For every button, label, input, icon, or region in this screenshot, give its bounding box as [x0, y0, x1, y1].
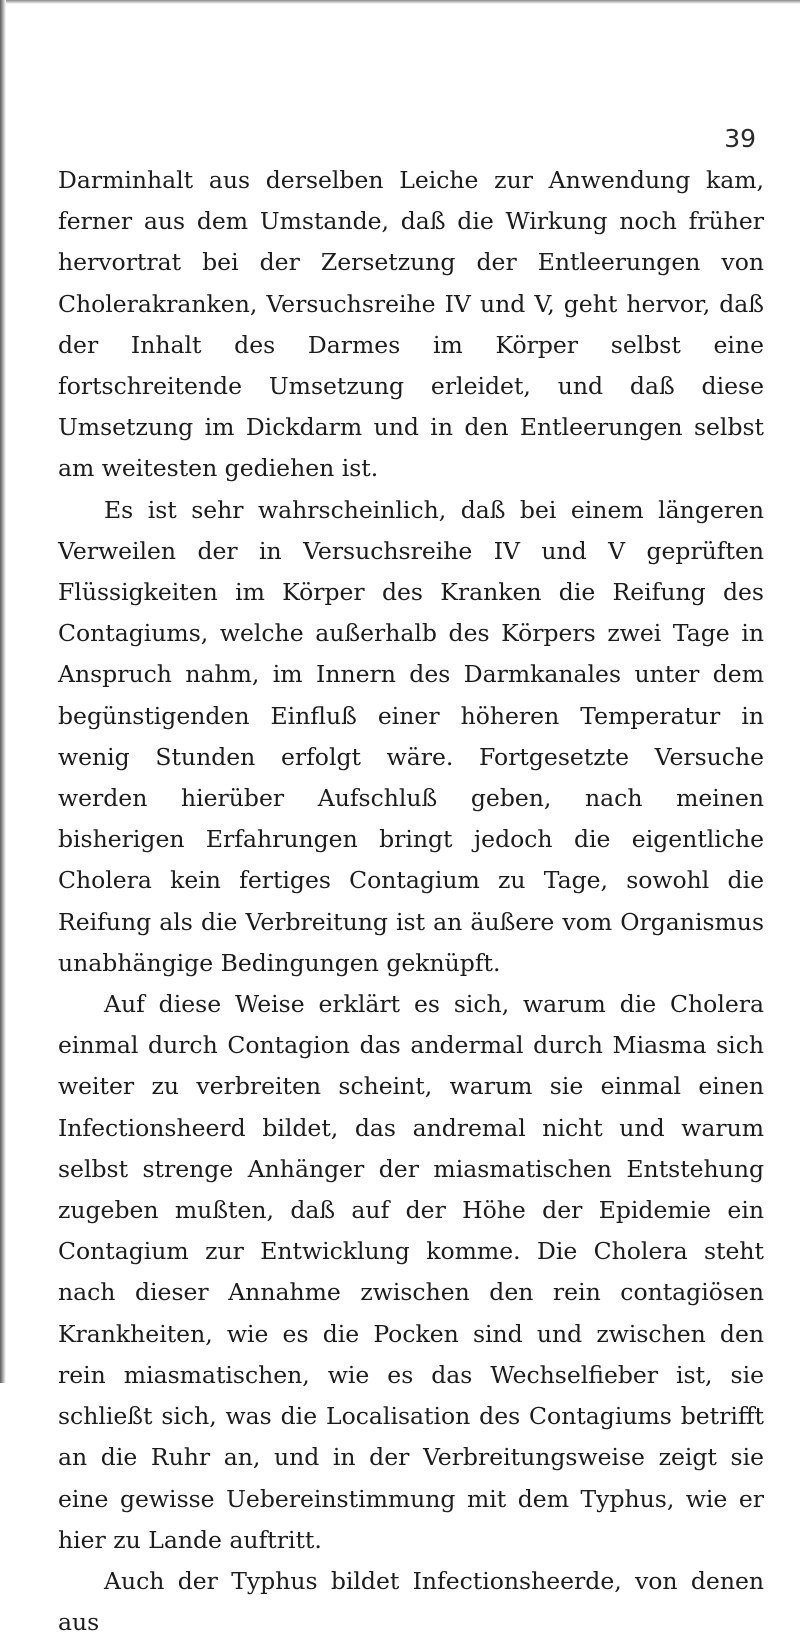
text-body: [58, 160, 764, 1643]
paragraph-1: Darminhalt aus derselben Leiche zur Anwendung kam, ferner aus dem Umstande, daß die Wirkung noch früher hervortrat bei der Zersetzung der Entleerungen von Cholerakranken, Versuchsreihe IV und V, geht hervor, daß der Inhalt des Darmes im Körper selbst eine fortschreitende Umsetzung erleidet, und daß diese Umsetzung im Dickdarm und in den Entleerungen selbst am weitesten gediehen ist.: [58, 166, 764, 483]
paragraph-4: Auch der Typhus bildet Infectionsheerde, von denen aus: [58, 1566, 764, 1637]
paragraph-2: Es ist sehr wahrscheinlich, daß bei einem längeren Verweilen der in Versuchsreihe IV und V geprüften Flüssigkeiten im Körper des Kranken die Reifung des Contagiums, welche außerhalb des Körpers zwei Tage in Anspruch nahm, im Innern des Darmkanales unter dem begünstigenden Einfluß einer höheren Temperatur in wenig Stunden erfolgt wäre. Fortgesetzte Versuche werden hierüber Aufschluß geben, nach meinen bisherigen Erfahrungen bringt jedoch die eigentliche Cholera kein fertiges Contagium zu Tage, sowohl die Reifung als die Verbreitung ist an äußere vom Organismus unabhängige Bedingungen geknüpft.: [58, 495, 764, 977]
page-number: 39: [724, 124, 756, 153]
paragraph-3: Auf diese Weise erklärt es sich, warum die Cholera einmal durch Contagion das andermal durch Miasma sich weiter zu verbreiten scheint, warum sie einmal einen Infectionsheerd bildet, das andremal nicht und warum selbst strenge Anhänger der miasmatischen Entstehung zugeben mußten, daß auf der Höhe der Epidemie ein Contagium zur Entwicklung komme. Die Cholera steht nach dieser Annahme zwischen den rein contagiösen Krankheiten, wie es die Pocken sind und zwischen den rein miasmatischen, wie es das Wechselfieber ist, sie schließt sich, was die Localisation des Contagiums betrifft an die Ruhr an, und in der Verbreitungsweise zeigt sie eine gewisse Uebereinstimmung mit dem Typhus, wie er hier zu Lande auftritt.: [58, 990, 764, 1554]
